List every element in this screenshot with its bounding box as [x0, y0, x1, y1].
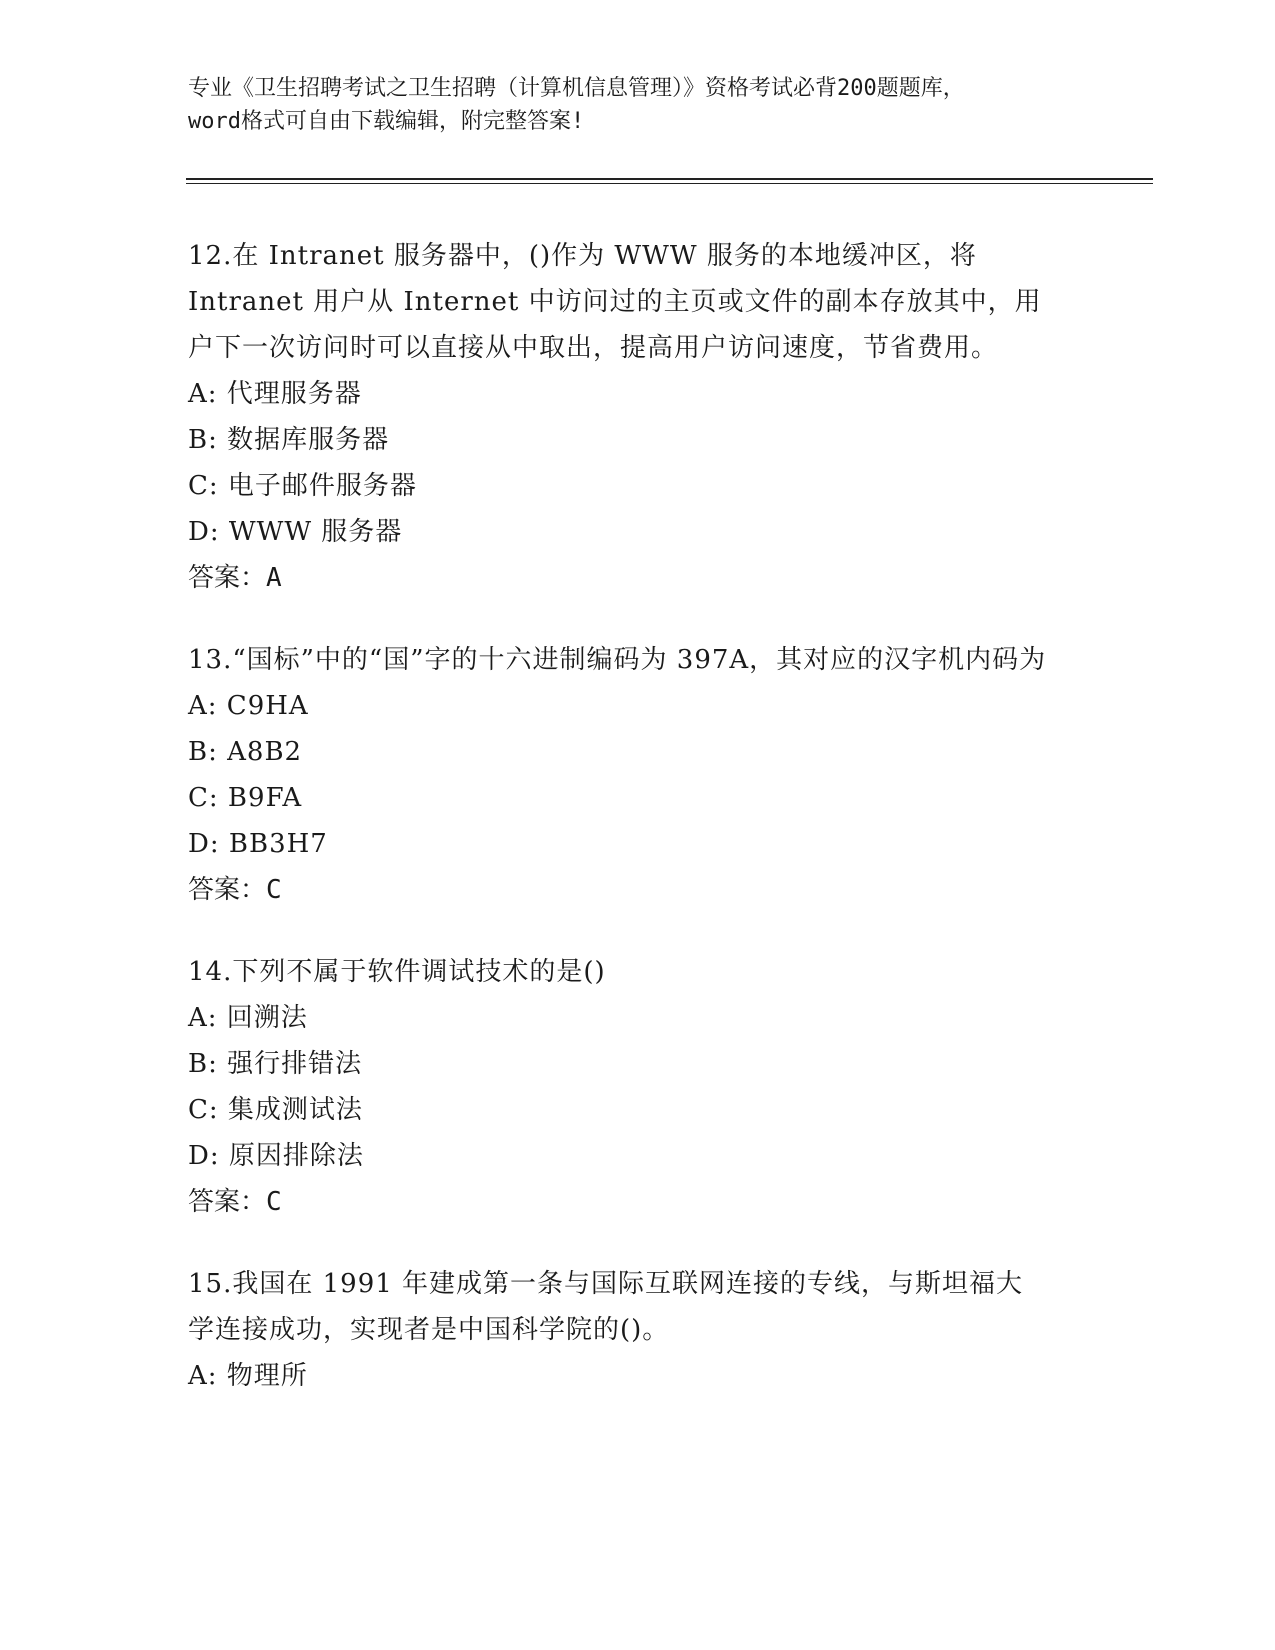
question-stem: 12.在 Intranet 服务器中，()作为 WWW 服务的本地缓冲区，将 Intranet 用户从 Internet 中访问过的主页或文件的副本存放其中，用户下一次访问时可以直接从中取出，提高用户访问速度，节省费用。 — [188, 241, 1042, 363]
question-12 — [188, 233, 1088, 601]
option-a: A: C9HA — [188, 691, 309, 721]
question-13 — [188, 637, 1088, 913]
question-14 — [188, 949, 1088, 1225]
question-15 — [188, 1261, 1088, 1399]
option-a: A: 物理所 — [188, 1361, 308, 1391]
answer: 答案：C — [188, 1187, 282, 1217]
option-d: D: BB3H7 — [188, 829, 328, 859]
header-line-1: 专业《卫生招聘考试之卫生招聘（计算机信息管理）》资格考试必背200题题库， — [188, 76, 965, 101]
header-divider-thin — [186, 183, 1153, 184]
option-c: C: 电子邮件服务器 — [188, 471, 417, 501]
question-list — [188, 233, 1088, 1435]
option-b: B: 强行排错法 — [188, 1049, 363, 1079]
option-c: C: B9FA — [188, 783, 303, 813]
option-a: A: 回溯法 — [188, 1003, 308, 1033]
answer: 答案：A — [188, 563, 282, 593]
question-stem: 13.“国标”中的“国”字的十六进制编码为 397A，其对应的汉字机内码为 — [188, 645, 1047, 675]
option-b: B: A8B2 — [188, 737, 303, 767]
document-header — [188, 72, 1088, 138]
option-d: D: 原因排除法 — [188, 1141, 364, 1171]
question-stem: 15.我国在 1991 年建成第一条与国际互联网连接的专线，与斯坦福大学连接成功，实现者是中国科学院的()。 — [188, 1269, 1024, 1345]
answer: 答案：C — [188, 875, 282, 905]
question-stem: 14.下列不属于软件调试技术的是() — [188, 957, 606, 987]
header-divider — [186, 178, 1153, 180]
option-b: B: 数据库服务器 — [188, 425, 390, 455]
option-c: C: 集成测试法 — [188, 1095, 363, 1125]
option-d: D: WWW 服务器 — [188, 517, 403, 547]
option-a: A: 代理服务器 — [188, 379, 362, 409]
header-line-2: word格式可自由下载编辑，附完整答案! — [188, 109, 585, 134]
